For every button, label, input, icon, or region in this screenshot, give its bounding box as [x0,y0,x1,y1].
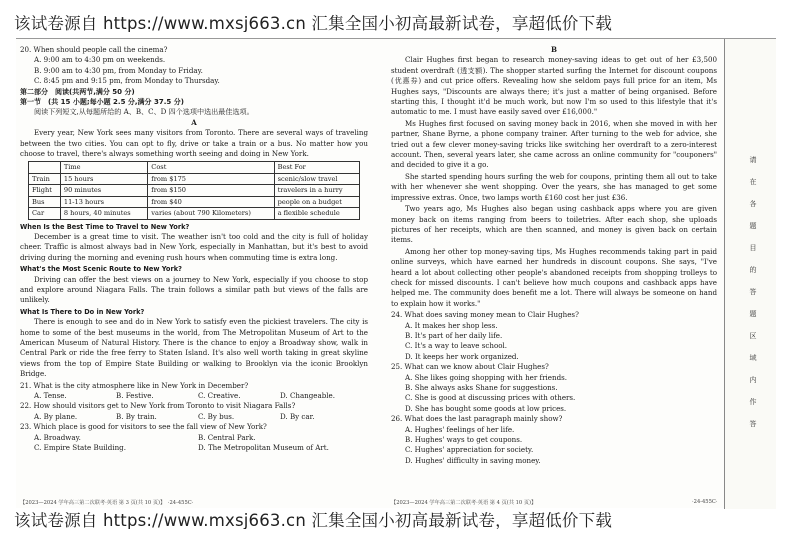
q22-options [20,412,368,422]
right-page-footer: 【2023—2024 学年高三第二次联考·英语 第 4 页(共 10 页)】 [391,500,537,506]
table-header-cell: Time [60,162,147,173]
question-25: 25. What can we know about Clair Hughes? [391,362,549,372]
question-21: 21. What is the city atmosphere like in New York in December? [20,380,249,390]
q22-option-a: A. By plane. [34,411,78,421]
table-cell: Car [29,208,61,219]
section-one-heading: 第一节 (共 15 小题;每小题 2.5 分,满分 37.5 分) [20,98,184,107]
table-cell: from $150 [148,185,274,196]
table-cell: from $175 [148,173,274,184]
table-row [29,196,360,207]
q23-option-d: D. The Metropolitan Museum of Art. [198,443,329,453]
q26-option-b: B. Hughes' ways to get coupons. [405,435,523,445]
table-cell: Bus [29,196,61,207]
q23-options-row-2 [20,443,368,453]
passage-b-paragraph-3: She started spending hours surfing the web for coupons, printing them all out to take with her whenever she went shopping. Over the years, she has managed to get some impressive extras. Once, two lamps worth £160 cost her just £36. [391,171,717,202]
table-cell: a flexible schedule [274,208,359,219]
passage-a-paragraph-1: Every year, New York sees many visitors from Toronto. There are several ways of traveling between the two cities. You can opt to fly, drive or take a train or a bus. No matter how you choose to travel, there's always something worth seeing and doing in New York. [20,128,368,159]
q25-option-b: B. She always asks Shane for suggestions. [405,383,558,392]
table-cell: 90 minutes [60,185,147,196]
passage-a-paragraph-3: Driving can offer the best views on a journey to New York, especially if you choose to stop and explore around Niagara Falls. The train follows a similar path but views of the falls are unlikely. [20,274,368,305]
q22-option-b: B. By train. [116,411,157,421]
table-cell: people on a budget [274,196,359,207]
q24-option-a: A. It makes her shop less. [405,320,498,330]
passage-b-paragraph-4: Two years ago, Ms Hughes also began using cashback apps where you are given money back on items ranging from beers to toiletries. After each shop, she uploads pictures of her receipts, which are then scanned, and money is given back on certain items. [391,204,717,245]
page-code: ·24-455C· [692,499,718,505]
q24-option-b: B. It's part of her daily life. [405,330,503,340]
q25-option-a: A. She likes going shopping with her friends. [405,372,567,382]
table-header-cell [29,162,61,173]
passage-b-paragraph-5: Among her other top money-saving tips, Ms Hughes recommends taking part in paid online surveys, which have earned her hundreds in discount coupons. She says, "I've heard a lot about collecting other people's abandoned receipts from shopping trolleys to check for missed discounts. I can't believe how much coupons and cashback apps have helped me. The community does benefit me a lot. There will always be someone on hand to explain how it works." [391,246,717,308]
q25-option-d: D. She has bought some goods at low prices. [405,403,567,413]
question-22: 22. How should visitors get to New York from Toronto to visit Niagara Falls? [20,401,296,411]
q20-option-a: A. 9:00 am to 4:30 pm on weekends. [34,55,166,65]
q25-option-c: C. She is good at discussing prices with others. [405,393,576,403]
q22-option-d: D. By car. [280,411,315,421]
q21-option-c: C. Creative. [198,391,241,400]
table-header-cell: Cost [148,162,274,173]
table-cell: travelers in a hurry [274,185,359,196]
q26-option-a: A. Hughes' feelings of her life. [405,424,515,434]
sidebar-instruction: 请在各题目的答题区域内作答 [749,156,757,428]
passage-a-label: A [191,117,197,127]
table-cell: 11-13 hours [60,196,147,207]
right-column [391,45,717,466]
table-cell: varies (about 790 Kilometers) [148,208,274,219]
table-header-row [29,162,360,173]
q21-option-b: B. Festive. [116,391,154,400]
q23-option-a: A. Broadway. [34,432,81,442]
q20-option-c: C. 8:45 pm and 9:15 pm, from Monday to Thursday. [34,76,220,86]
question-26: 26. What does the last paragraph mainly show? [391,414,563,424]
left-page-footer: 【2023—2024 学年高三第二次联考·英语 第 3 页(共 10 页)】 ·24-455C· [20,500,194,506]
q21-option-d: D. Changeable. [280,391,335,400]
table-row [29,173,360,184]
table-header-cell: Best For [274,162,359,173]
q26-option-c: C. Hughes' appreciation for society. [405,445,534,455]
table-row [29,185,360,196]
table-cell: Train [29,173,61,184]
left-column [20,45,368,453]
table-cell: scenic/slow travel [274,173,359,184]
instructions: 阅读下列短文,从每题所给的 A、B、C、D 四个选项中选出最佳选项。 [34,107,254,117]
banner-bottom: 该试卷源自 https://www.mxsj663.cn 汇集全国小初高最新试卷，享超低价下载 [14,511,613,529]
table-cell: Flight [29,185,61,196]
part-two-heading: 第二部分 阅读(共两节,满分 50 分) [20,87,135,96]
passage-b-paragraph-1: Clair Hughes first began to research money-saving ideas to get out of her £3,500 student overdraft (透支额). The shopper started surfing the Internet for discount coupons (优惠券) and cut price offers. Revealing how she seldom pays full price for an item, Ms Hughes says, "Discounts are always there; it's just a matter of being organised. Before starting this, I thought it'd be much work, but now I'm so used to this lifestyle that it's automatic to me. I must have easily saved over £16,000." [391,55,717,117]
q23-option-b: B. Central Park. [198,432,256,442]
q26-option-d: D. Hughes' difficulty in saving money. [405,455,541,465]
passage-a-paragraph-4: There is enough to see and do in New York to satisfy even the pickiest travelers. The city is home to some of the best museums in the world, from The Metropolitan Museum of Art to the American Museum of Natural History. There is the chance to enjoy a Broadway show, walk in Central Park or ride the free ferry to Staten Island. It's also well worth taking in great skyline views from the top of Empire State Building or walking to Brooklyn via the iconic Brooklyn Bridge. [20,317,368,379]
table-cell: from $40 [148,196,274,207]
passage-b-paragraph-2: Ms Hughes first focused on saving money back in 2016, when she moved in with her partner, Shane Byrne, a phone company trainer. After turning to the web for advice, she tried out a few clever money-saving tricks like switching her overdraft to a zero-interest account. Then, several years later, she came across an online community for "couponers" and decided to give it a go. [391,118,717,170]
q20-option-b: B. 9:00 am to 4:30 pm, from Monday to Friday. [34,65,203,75]
passage-a-paragraph-2: December is a great time to visit. The weather isn't too cold and the city is full of holiday cheer. Traffic is almost always bad in New York, especially in Manhattan, but it's best to avoid driving during the morning and evening rush hours when commuting time is extra long. [20,231,368,262]
question-20: 20. When should people call the cinema? [20,45,168,54]
travel-table [28,161,360,219]
answer-sidebar [724,39,776,509]
q23-options-row-1 [20,433,368,443]
subheading-scenic-route: What's the Most Scenic Route to New York? [20,265,182,274]
table-cell: 8 hours, 40 minutes [60,208,147,219]
subheading-best-time: When Is the Best Time to Travel to New York? [20,222,190,231]
q21-options [20,391,368,401]
q24-option-d: D. It keeps her work organized. [405,351,519,361]
q22-option-c: C. By bus. [198,411,235,421]
table-cell: 15 hours [60,173,147,184]
q23-option-c: C. Empire State Building. [34,443,126,453]
q24-option-c: C. It's a way to leave school. [405,341,508,351]
passage-b-label: B [551,45,557,54]
question-24: 24. What does saving money mean to Clair Hughes? [391,310,579,320]
exam-page [16,38,776,508]
banner-top: 该试卷源自 https://www.mxsj663.cn 汇集全国小初高最新试卷，享超低价下载 [14,14,613,32]
q21-option-a: A. Tense. [34,391,67,400]
question-23: 23. Which place is good for visitors to see the fall view of New York? [20,422,267,432]
subheading-things-to-do: What Is There to Do in New York? [20,307,145,316]
table-row [29,208,360,219]
